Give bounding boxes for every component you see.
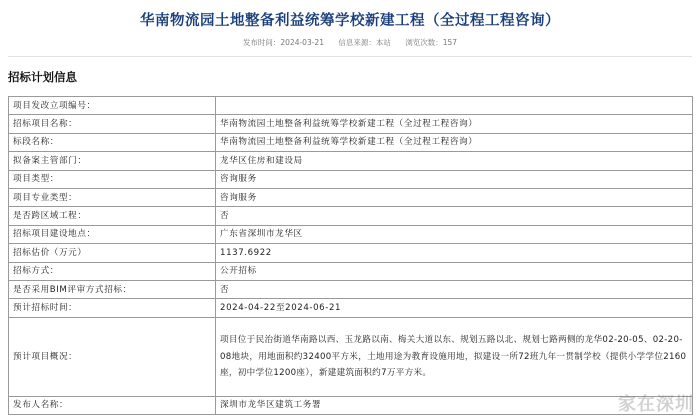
row-label: 预计招标时间： xyxy=(9,299,216,317)
table-row xyxy=(9,188,693,206)
table-row xyxy=(9,170,693,188)
row-label: 项目发改立项编号： xyxy=(9,97,216,115)
row-value: 华南物流园土地整备利益统筹学校新建工程（全过程工程咨询） xyxy=(216,115,693,133)
row-value: 否 xyxy=(216,207,693,225)
tender-plan-table xyxy=(8,96,693,415)
view-count: 浏览次数：157 xyxy=(405,38,458,47)
row-label: 招标项目建设地点： xyxy=(9,225,216,243)
row-label: 拟备案主管部门： xyxy=(9,152,216,170)
table-row xyxy=(9,262,693,280)
row-label: 标段名称： xyxy=(9,133,216,151)
table-row xyxy=(9,317,693,396)
row-label: 是否跨区域工程： xyxy=(9,207,216,225)
article-meta xyxy=(0,37,700,48)
table-row xyxy=(9,396,693,414)
row-label: 项目类型： xyxy=(9,170,216,188)
row-label: 项目专业类型： xyxy=(9,188,216,206)
table-row xyxy=(9,152,693,170)
table-row xyxy=(9,225,693,243)
row-value: 1137.6922 xyxy=(216,244,693,262)
row-label: 招标项目名称： xyxy=(9,115,216,133)
row-value: 咨询服务 xyxy=(216,188,693,206)
section-title: 招标计划信息 xyxy=(8,70,77,84)
row-label: 发布人名称： xyxy=(9,396,216,414)
table-row xyxy=(9,97,693,115)
row-value xyxy=(216,97,693,115)
row-value: 2024-04-22至2024-06-21 xyxy=(216,299,693,317)
info-source: 信息来源：本站 xyxy=(338,38,391,47)
page-title: 华南物流园土地整备利益统筹学校新建工程（全过程工程咨询） xyxy=(140,13,560,29)
row-label: 是否采用BIM评审方式招标： xyxy=(9,280,216,298)
row-value: 深圳市龙华区建筑工务署 xyxy=(216,396,693,414)
table-row xyxy=(9,133,693,151)
row-value: 广东省深圳市龙华区 xyxy=(216,225,693,243)
site-watermark: 家在深圳 xyxy=(618,394,694,415)
row-value: 公开招标 xyxy=(216,262,693,280)
row-label: 预计项目概况： xyxy=(9,317,216,396)
table-row xyxy=(9,244,693,262)
table-row xyxy=(9,207,693,225)
row-value: 咨询服务 xyxy=(216,170,693,188)
row-label: 招标方式： xyxy=(9,262,216,280)
row-value: 项目位于民治街道华南路以西、玉龙路以南、梅关大道以东、规划五路以北、规划七路两侧的龙华02-20-05、02-20-08地块，用地面积约32400平方米，土地用途为教育设施用地，拟建设一所72班九年一贯制学校（提供小学学位2160座，初中学位1200座），新建建筑面积约7万平方米。 xyxy=(216,317,693,396)
table-row xyxy=(9,280,693,298)
row-value: 龙华区住房和建设局 xyxy=(216,152,693,170)
publish-time: 发布时间：2024-03-21 xyxy=(242,38,324,47)
table-row xyxy=(9,299,693,317)
divider xyxy=(8,56,692,57)
row-value: 否 xyxy=(216,280,693,298)
row-label: 招标估价（万元） xyxy=(9,244,216,262)
table-row xyxy=(9,115,693,133)
row-value: 华南物流园土地整备利益统筹学校新建工程（全过程工程咨询） xyxy=(216,133,693,151)
